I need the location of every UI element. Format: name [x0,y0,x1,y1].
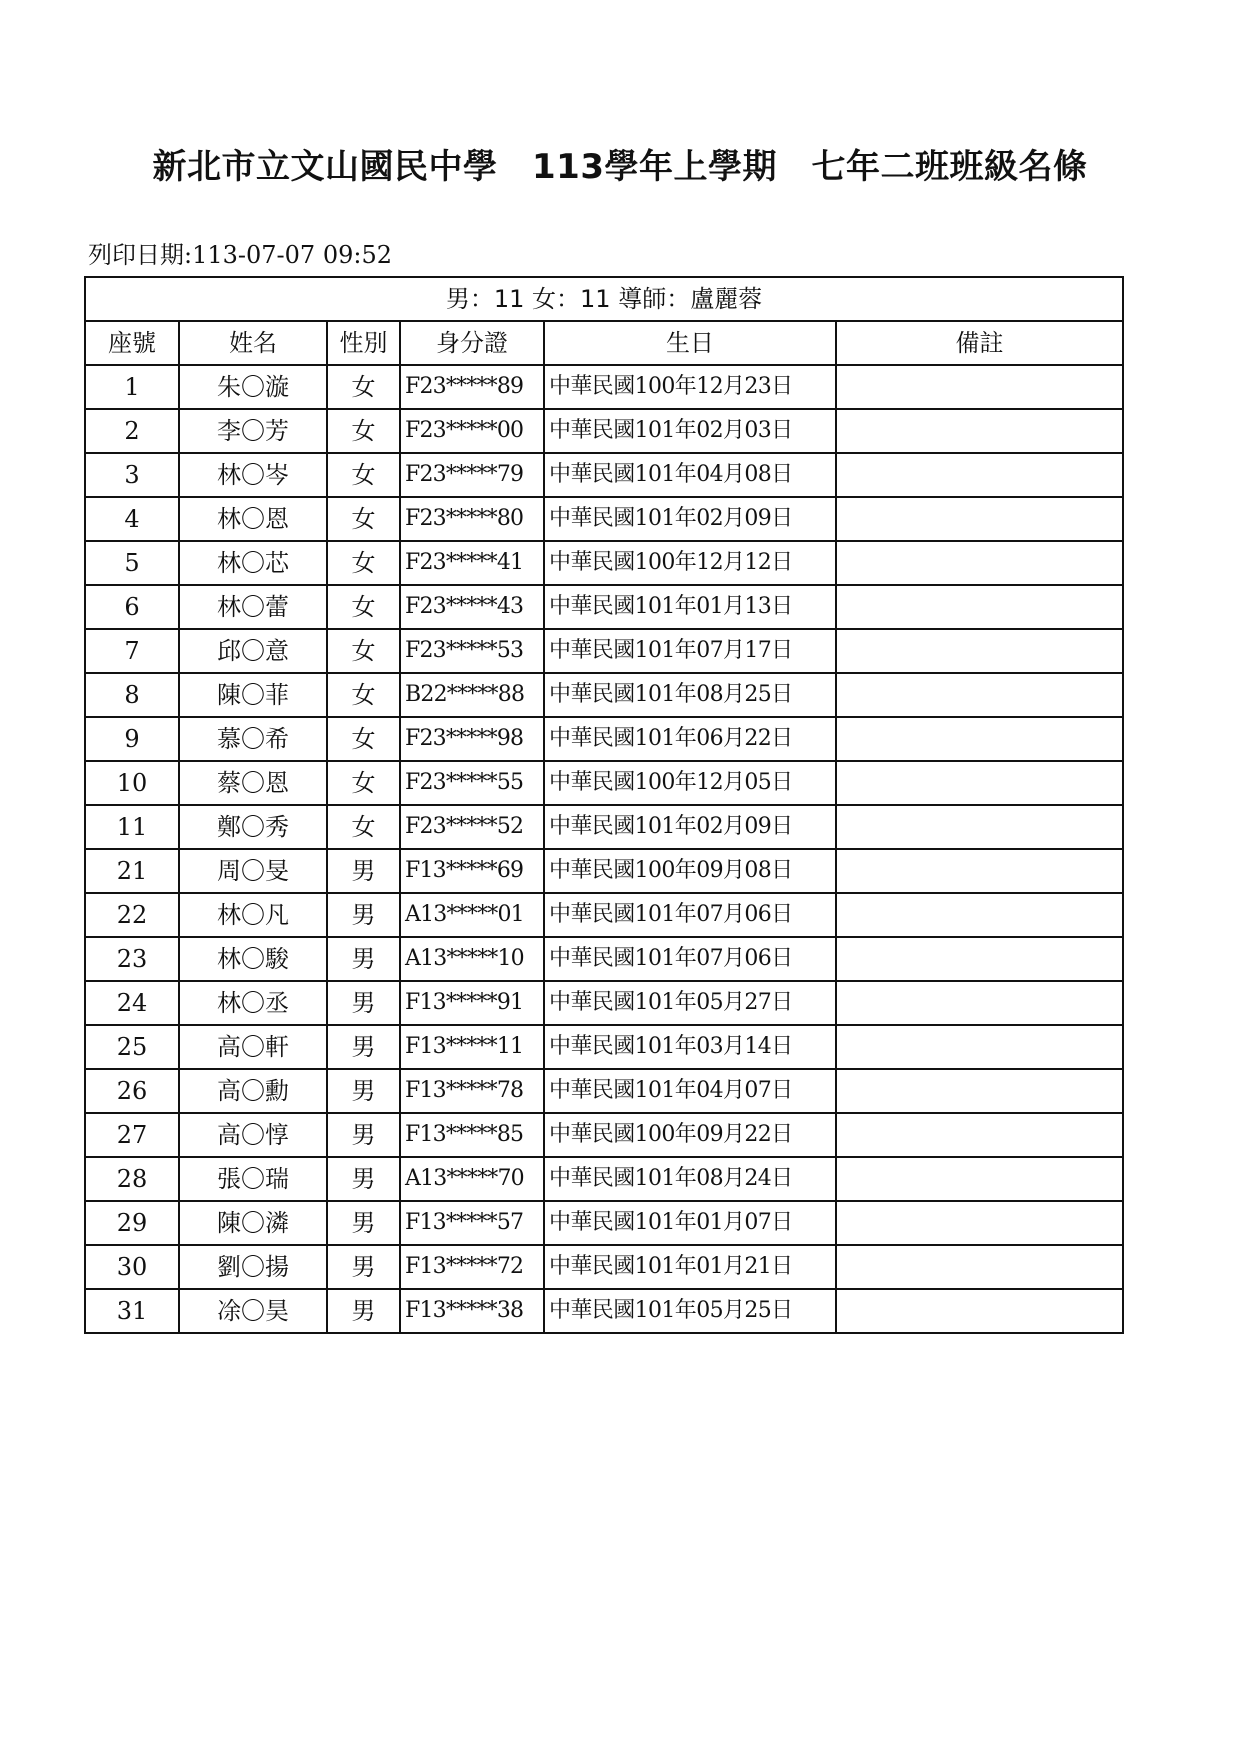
id-cell: F23*****98 [400,717,544,761]
birthday-cell: 中華民國100年12月12日 [544,541,836,585]
note-cell [836,585,1123,629]
table-row [85,1113,1123,1157]
birthday-cell: 中華民國101年07月17日 [544,629,836,673]
name-cell: 李〇芳 [179,409,327,453]
id-cell: A13*****70 [400,1157,544,1201]
print-date: 列印日期:113-07-07 09:52 [88,241,392,269]
gender-cell: 女 [327,541,400,585]
table-row [85,937,1123,981]
gender-cell: 男 [327,1069,400,1113]
id-cell: F23*****52 [400,805,544,849]
table-row [85,1201,1123,1245]
birthday-cell: 中華民國100年12月23日 [544,365,836,409]
name-cell: 張〇瑞 [179,1157,327,1201]
table-row [85,1157,1123,1201]
seat-cell: 3 [85,453,179,497]
gender-cell: 男 [327,1113,400,1157]
seat-cell: 27 [85,1113,179,1157]
gender-cell: 女 [327,365,400,409]
table-row [85,1069,1123,1113]
gender-cell: 男 [327,937,400,981]
birthday-cell: 中華民國100年09月08日 [544,849,836,893]
roster-body [85,365,1123,1333]
table-row [85,1289,1123,1333]
name-cell: 陳〇潾 [179,1201,327,1245]
name-cell: 陳〇菲 [179,673,327,717]
gender-cell: 女 [327,761,400,805]
note-cell [836,849,1123,893]
seat-cell: 7 [85,629,179,673]
gender-cell: 女 [327,497,400,541]
document-title: 新北市立文山國民中學 113學年上學期 七年二班班級名條 [152,147,1088,187]
note-cell [836,1245,1123,1289]
id-cell: F23*****80 [400,497,544,541]
id-cell: F23*****00 [400,409,544,453]
gender-cell: 女 [327,453,400,497]
gender-cell: 男 [327,1157,400,1201]
note-cell [836,453,1123,497]
id-cell: F23*****41 [400,541,544,585]
note-cell [836,409,1123,453]
seat-cell: 24 [85,981,179,1025]
class-roster-table [84,276,1124,1334]
header-id: 身分證 [400,321,544,365]
gender-cell: 男 [327,893,400,937]
seat-cell: 9 [85,717,179,761]
name-cell: 林〇駿 [179,937,327,981]
seat-cell: 22 [85,893,179,937]
note-cell [836,673,1123,717]
birthday-cell: 中華民國101年01月21日 [544,1245,836,1289]
note-cell [836,365,1123,409]
table-row [85,409,1123,453]
table-row [85,717,1123,761]
gender-cell: 男 [327,1289,400,1333]
header-seat: 座號 [85,321,179,365]
id-cell: F13*****72 [400,1245,544,1289]
id-cell: F13*****91 [400,981,544,1025]
birthday-cell: 中華民國101年06月22日 [544,717,836,761]
seat-cell: 30 [85,1245,179,1289]
name-cell: 朱〇漩 [179,365,327,409]
table-row [85,761,1123,805]
note-cell [836,805,1123,849]
gender-cell: 女 [327,673,400,717]
name-cell: 林〇蕾 [179,585,327,629]
note-cell [836,1289,1123,1333]
note-cell [836,1025,1123,1069]
birthday-cell: 中華民國101年02月09日 [544,805,836,849]
note-cell [836,1157,1123,1201]
note-cell [836,1069,1123,1113]
table-row [85,1025,1123,1069]
seat-cell: 29 [85,1201,179,1245]
name-cell: 林〇芯 [179,541,327,585]
name-cell: 慕〇希 [179,717,327,761]
id-cell: F13*****11 [400,1025,544,1069]
name-cell: 邱〇意 [179,629,327,673]
note-cell [836,761,1123,805]
name-cell: 林〇恩 [179,497,327,541]
note-cell [836,893,1123,937]
birthday-cell: 中華民國100年12月05日 [544,761,836,805]
seat-cell: 25 [85,1025,179,1069]
note-cell [836,981,1123,1025]
id-cell: F23*****79 [400,453,544,497]
gender-cell: 女 [327,585,400,629]
id-cell: F23*****43 [400,585,544,629]
header-row [85,321,1123,365]
gender-cell: 女 [327,409,400,453]
name-cell: 林〇丞 [179,981,327,1025]
name-cell: 林〇岑 [179,453,327,497]
seat-cell: 11 [85,805,179,849]
table-row [85,365,1123,409]
note-cell [836,497,1123,541]
name-cell: 蔡〇恩 [179,761,327,805]
table-row [85,497,1123,541]
header-gender: 性別 [327,321,400,365]
id-cell: F13*****78 [400,1069,544,1113]
birthday-cell: 中華民國101年07月06日 [544,937,836,981]
name-cell: 高〇軒 [179,1025,327,1069]
note-cell [836,1113,1123,1157]
birthday-cell: 中華民國101年08月25日 [544,673,836,717]
table-row [85,541,1123,585]
birthday-cell: 中華民國101年01月13日 [544,585,836,629]
table-row [85,1245,1123,1289]
gender-cell: 男 [327,1201,400,1245]
name-cell: 高〇惇 [179,1113,327,1157]
seat-cell: 23 [85,937,179,981]
seat-cell: 21 [85,849,179,893]
table-row [85,805,1123,849]
name-cell: 凃〇昊 [179,1289,327,1333]
table-row [85,981,1123,1025]
seat-cell: 1 [85,365,179,409]
header-name: 姓名 [179,321,327,365]
id-cell: F13*****85 [400,1113,544,1157]
table-row [85,849,1123,893]
gender-cell: 男 [327,849,400,893]
id-cell: F13*****38 [400,1289,544,1333]
note-cell [836,541,1123,585]
birthday-cell: 中華民國100年09月22日 [544,1113,836,1157]
birthday-cell: 中華民國101年02月03日 [544,409,836,453]
birthday-cell: 中華民國101年05月25日 [544,1289,836,1333]
id-cell: B22*****88 [400,673,544,717]
id-cell: A13*****01 [400,893,544,937]
class-summary: 男：11 女：11 導師：盧麗蓉 [85,277,1123,321]
seat-cell: 8 [85,673,179,717]
name-cell: 周〇旻 [179,849,327,893]
id-cell: F13*****69 [400,849,544,893]
header-note: 備註 [836,321,1123,365]
birthday-cell: 中華民國101年07月06日 [544,893,836,937]
table-row [85,629,1123,673]
id-cell: F13*****57 [400,1201,544,1245]
summary-row [85,277,1123,321]
gender-cell: 男 [327,1245,400,1289]
note-cell [836,1201,1123,1245]
id-cell: F23*****89 [400,365,544,409]
name-cell: 劉〇揚 [179,1245,327,1289]
gender-cell: 男 [327,1025,400,1069]
table-row [85,893,1123,937]
note-cell [836,629,1123,673]
birthday-cell: 中華民國101年04月07日 [544,1069,836,1113]
seat-cell: 26 [85,1069,179,1113]
seat-cell: 6 [85,585,179,629]
table-row [85,673,1123,717]
birthday-cell: 中華民國101年03月14日 [544,1025,836,1069]
birthday-cell: 中華民國101年02月09日 [544,497,836,541]
header-birthday: 生日 [544,321,836,365]
note-cell [836,717,1123,761]
seat-cell: 5 [85,541,179,585]
table-row [85,585,1123,629]
seat-cell: 4 [85,497,179,541]
birthday-cell: 中華民國101年08月24日 [544,1157,836,1201]
note-cell [836,937,1123,981]
id-cell: A13*****10 [400,937,544,981]
gender-cell: 女 [327,717,400,761]
seat-cell: 31 [85,1289,179,1333]
birthday-cell: 中華民國101年04月08日 [544,453,836,497]
birthday-cell: 中華民國101年05月27日 [544,981,836,1025]
gender-cell: 女 [327,805,400,849]
seat-cell: 2 [85,409,179,453]
gender-cell: 男 [327,981,400,1025]
gender-cell: 女 [327,629,400,673]
name-cell: 鄭〇秀 [179,805,327,849]
id-cell: F23*****55 [400,761,544,805]
name-cell: 高〇勳 [179,1069,327,1113]
seat-cell: 10 [85,761,179,805]
seat-cell: 28 [85,1157,179,1201]
name-cell: 林〇凡 [179,893,327,937]
id-cell: F23*****53 [400,629,544,673]
table-row [85,453,1123,497]
birthday-cell: 中華民國101年01月07日 [544,1201,836,1245]
